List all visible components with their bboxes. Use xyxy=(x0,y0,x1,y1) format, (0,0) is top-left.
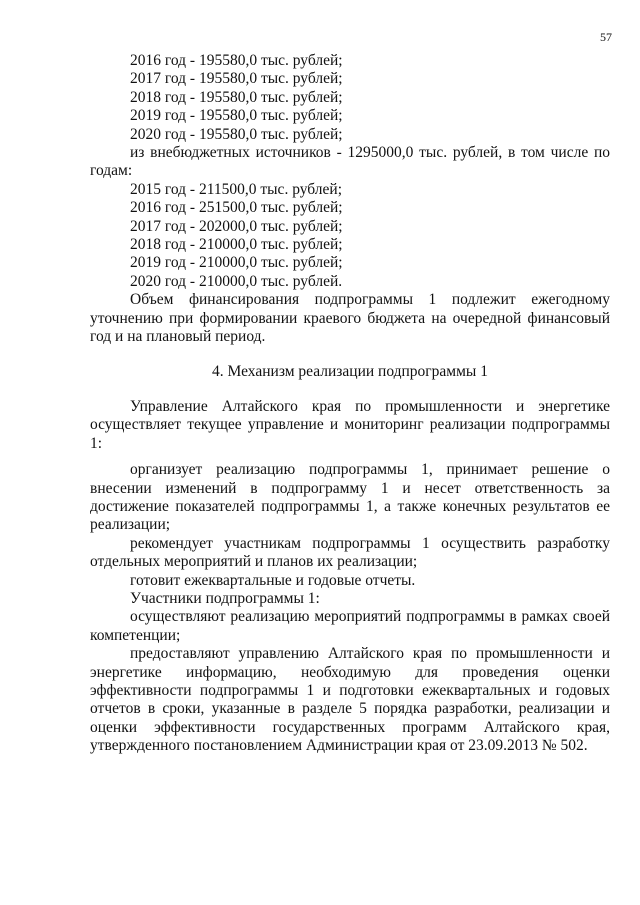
budget-line: 2017 год - 195580,0 тыс. рублей; xyxy=(130,70,343,88)
offbudget-line: 2016 год - 251500,0 тыс. рублей; xyxy=(130,199,343,217)
page-number: 57 xyxy=(600,30,612,44)
offbudget-line: 2019 год - 210000,0 тыс. рублей; xyxy=(130,254,343,272)
offbudget-line: 2018 год - 210000,0 тыс. рублей; xyxy=(130,236,343,254)
offbudget-line: 2020 год - 210000,0 тыс. рублей. xyxy=(130,272,343,290)
section-heading: 4. Механизм реализации подпрограммы 1 xyxy=(212,362,488,380)
paragraph: готовит ежеквартальные и годовые отчеты. xyxy=(130,571,416,589)
budget-line: 2020 год - 195580,0 тыс. рублей; xyxy=(130,125,343,143)
offbudget-line: 2015 год - 211500,0 тыс. рублей; xyxy=(130,180,342,198)
financing-note: Объем финансирования подпрограммы 1 подлежит ежегодному уточнению при формировании краевого бюджета на очередной финансовый год и на плановый период. xyxy=(90,291,610,346)
paragraph: Участники подпрограммы 1: xyxy=(130,589,320,607)
offbudget-line: 2017 год - 202000,0 тыс. рублей; xyxy=(130,217,343,235)
paragraph: рекомендует участникам подпрограммы 1 осуществить разработку отдельных мероприятий и планов их реализации; xyxy=(90,534,610,571)
document-body xyxy=(90,52,610,756)
budget-line: 2016 год - 195580,0 тыс. рублей; xyxy=(130,52,343,69)
offbudget-intro: из внебюджетных источников - 1295000,0 тыс. рублей, в том числе по годам: xyxy=(90,144,610,180)
offbudget-by-year-list xyxy=(90,181,610,291)
paragraph: Управление Алтайского края по промышленности и энергетике осуществляет текущее управление и мониторинг реализации подпрограммы 1: xyxy=(90,397,610,452)
budget-line: 2018 год - 195580,0 тыс. рублей; xyxy=(130,88,343,106)
paragraph: организует реализацию подпрограммы 1, принимает решение о внесении изменений в подпрограмму 1 и несет ответственность за достижение показателей подпрограммы 1, а также конечных результатов ее реализации; xyxy=(90,461,610,534)
paragraph: осуществляют реализацию мероприятий подпрограммы в рамках своей компетенции; xyxy=(90,608,610,644)
paragraph: предоставляют управлению Алтайского края по промышленности и энергетике информацию, необходимую для проведения оценки эффективности подпрограммы 1 и подготовки ежеквартальных и годовых отчетов в сроки, указанные в разделе 5 порядка разработки, реализации и оценки эффективности государственных программ Алтайского края, утвержденного постановлением Администрации края от 23.09.2013 № 502. xyxy=(90,645,610,755)
budget-line: 2019 год - 195580,0 тыс. рублей; xyxy=(130,107,343,125)
budget-by-year-list xyxy=(90,52,610,144)
